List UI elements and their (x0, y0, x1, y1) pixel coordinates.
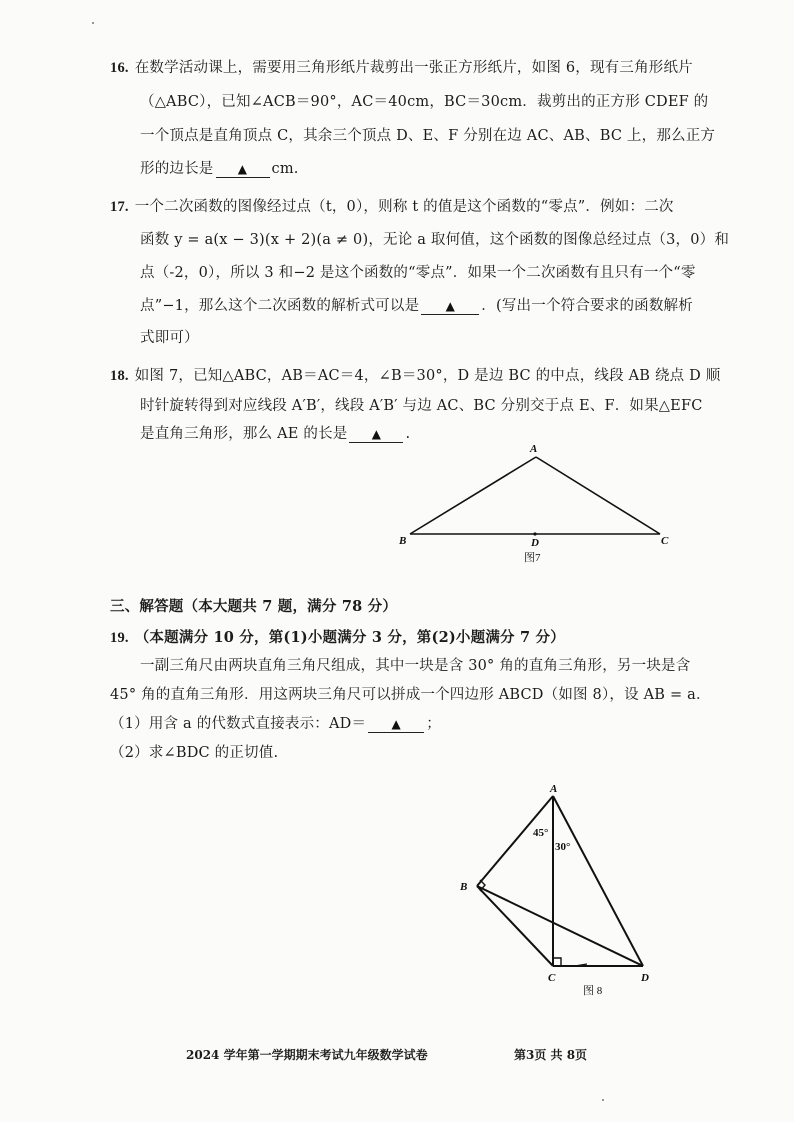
q16-answer-blank[interactable] (216, 161, 270, 178)
q17-line-5: 式即可） (140, 330, 199, 346)
fig7-label-b: B (399, 535, 407, 547)
q16-line-4 (140, 159, 299, 179)
fig7-label-a: A (530, 443, 538, 455)
q18-text-3b: . (405, 426, 411, 442)
q17-text-1: 一个二次函数的图像经过点（t，0），则称 t 的值是这个函数的“零点”．例如：二次 (134, 199, 674, 215)
q18-line-2: 时针旋转得到对应线段 A′B′，线段 A′B′ 与边 AC、BC 分别交于点 E、F．如果△EFC (140, 398, 703, 414)
q16-unit: cm. (271, 161, 299, 177)
blank-triangle-icon: ▲ (445, 299, 456, 313)
fig7-label-c: C (661, 535, 669, 547)
fig8-right-angle-c (553, 958, 561, 966)
q17-line-2: 函数 y = a(x − 3)(x + 2)(a ≠ 0)，无论 a 取何值，这个函数的图像总经过点（3，0）和 (140, 232, 730, 248)
q17-line-1 (110, 197, 674, 217)
fig8-caption: 图 8 (583, 985, 603, 997)
fig8-angle-30: 30° (555, 841, 571, 853)
q19-line-1: 一副三角尺由两块直角三角尺组成，其中一块是含 30° 角的直角三角形，另一块是含 (140, 658, 691, 674)
fig8-label-b: B (460, 881, 468, 893)
q19-answer-blank[interactable] (368, 716, 424, 733)
section-3-heading: 三、解答题（本大题共 7 题，满分 78 分） (110, 598, 398, 615)
fig7-side-ab (410, 457, 536, 534)
fig8-side-ab (477, 796, 553, 886)
figure-8 (455, 780, 665, 1000)
q17-text-4: 点”−1，那么这个二次函数的解析式可以是 (140, 298, 420, 314)
q19-header (110, 628, 565, 648)
q17-number: 17. (110, 199, 129, 215)
footer-title: 2024 学年第一学期期末考试九年级数学试卷 (186, 1048, 428, 1062)
q19-part-1-text: （1）用含 a 的代数式直接表示：AD＝ (110, 716, 367, 732)
q16-number: 16. (110, 60, 129, 76)
fig7-caption: 图7 (524, 552, 541, 564)
q16-line-2: （△ABC），已知∠ACB＝90°，AC＝40cm，BC＝30cm．裁剪出的正方形 CDEF 的 (140, 94, 709, 110)
q16-text-1: 在数学活动课上，需要用三角形纸片裁剪出一张正方形纸片，如图 6，现有三角形纸片 (134, 60, 693, 76)
q17-line-4 (140, 296, 693, 316)
footer-page-number: 第3页 共 8页 (514, 1048, 588, 1062)
fig7-side-ac (536, 457, 660, 534)
q18-number: 18. (110, 368, 129, 384)
fig8-label-d: D (641, 972, 649, 984)
q19-part-1 (110, 714, 441, 734)
fig7-label-d: D (531, 537, 539, 549)
q19-part-1-end: ； (426, 716, 441, 732)
q17-answer-blank[interactable] (421, 298, 479, 315)
q16-line-1 (110, 58, 693, 78)
q17-text-4b: ．(写出一个符合要求的函数解析 (481, 298, 693, 314)
fig8-side-bc (477, 886, 553, 966)
fig8-label-c: C (548, 972, 556, 984)
q19-part-2: （2）求∠BDC 的正切值. (110, 745, 279, 761)
fig8-side-ad (553, 796, 643, 966)
fig7-point-d (533, 532, 536, 535)
scan-speck (602, 1099, 604, 1101)
q16-line-3: 一个顶点是直角顶点 C，其余三个顶点 D、E、F 分别在边 AC、AB、BC 上，那么正方 (140, 128, 716, 144)
blank-triangle-icon: ▲ (391, 717, 401, 731)
q17-line-3: 点（-2，0），所以 3 和−2 是这个函数的“零点”．如果一个二次函数有且只有一个“零 (140, 265, 696, 281)
fig8-label-a: A (550, 783, 558, 795)
q19-score-note: （本题满分 10 分，第(1)小题满分 3 分，第(2)小题满分 7 分） (134, 629, 565, 646)
q16-text-4: 形的边长是 (140, 161, 214, 177)
q18-text-3: 是直角三角形，那么 AE 的长是 (140, 426, 348, 442)
scan-speck (92, 22, 94, 24)
fig8-angle-45: 45° (533, 827, 549, 839)
q19-line-2: 45° 角的直角三角形．用这两块三角尺可以拼成一个四边形 ABCD（如图 8），设 AB = a． (110, 687, 711, 703)
fig8-diagonal-bd (477, 886, 643, 966)
q18-line-3 (140, 424, 410, 444)
q18-text-1: 如图 7，已知△ABC，AB＝AC＝4，∠B＝30°，D 是边 BC 的中点，线段 AB 绕点 D 顺 (134, 368, 721, 384)
q19-number: 19. (110, 630, 129, 646)
blank-triangle-icon: ▲ (371, 427, 382, 441)
figure-7 (390, 440, 680, 570)
q18-line-1 (110, 366, 721, 386)
blank-triangle-icon: ▲ (237, 162, 248, 176)
